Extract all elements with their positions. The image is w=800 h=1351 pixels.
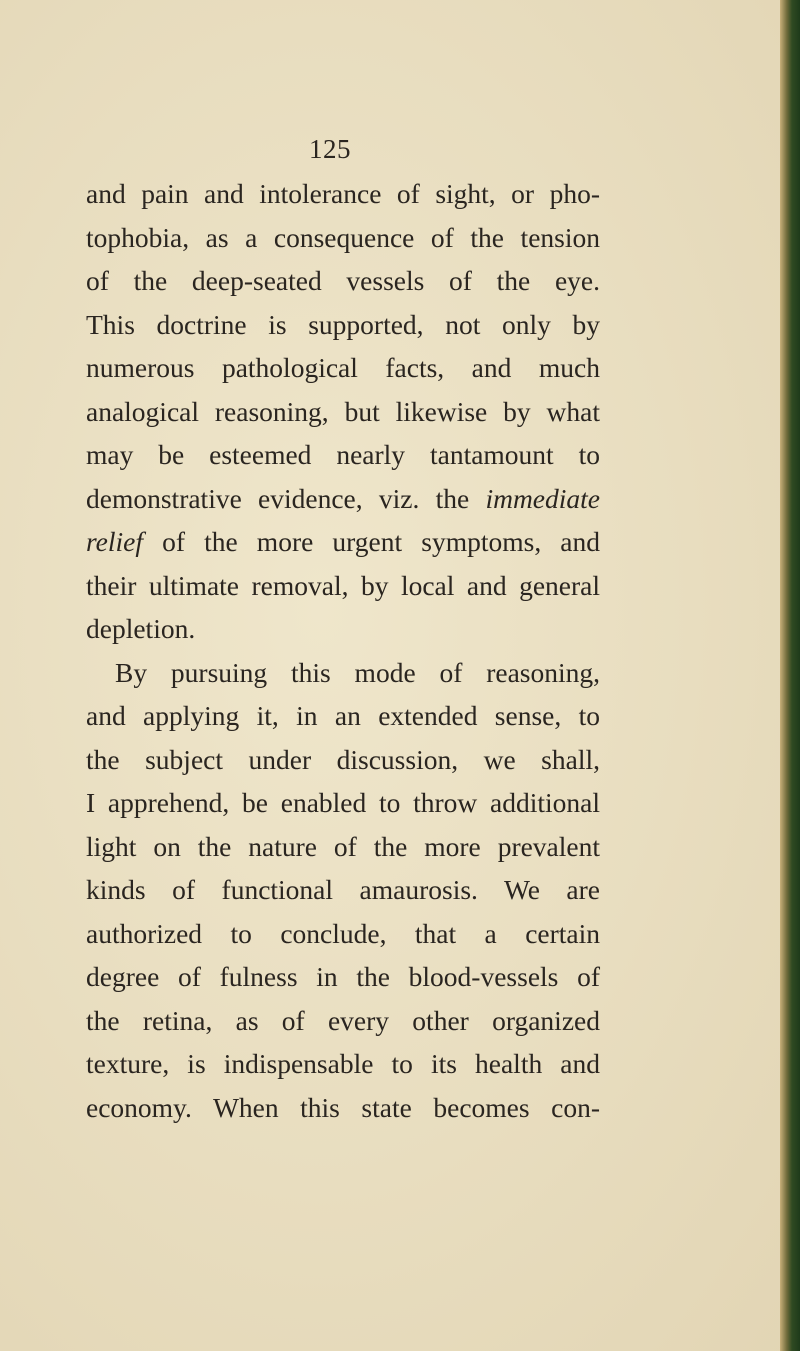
emphasis-relief: relief bbox=[86, 526, 144, 557]
text-line-with-emphasis bbox=[86, 520, 600, 564]
text-line: authorized to conclude, that a certain bbox=[86, 917, 600, 949]
text-line: numerous pathological facts, and much bbox=[86, 352, 600, 383]
paragraph-start-line: By pursuing this mode of reasoning, bbox=[115, 656, 600, 688]
text-line: This doctrine is supported, not only by bbox=[86, 308, 600, 340]
page-number: 125 bbox=[309, 134, 351, 164]
text-line: the subject under discussion, we shall, bbox=[86, 743, 600, 775]
body-text bbox=[86, 172, 600, 1129]
text-line: and pain and intolerance of sight, or pho- bbox=[86, 178, 600, 209]
text-line: tophobia, as a consequence of the tension bbox=[86, 221, 600, 253]
emphasis-immediate: immediate bbox=[485, 482, 600, 514]
text-line: may be esteemed nearly tantamount to bbox=[86, 439, 600, 470]
text-fragment: of the more urgent symptoms, and bbox=[162, 526, 600, 557]
text-line: depletion. bbox=[86, 613, 196, 644]
text-line: their ultimate removal, by local and general bbox=[86, 569, 600, 601]
text-fragment: demonstrative evidence, viz. the bbox=[86, 482, 470, 514]
text-line: degree of fulness in the blood-vessels of bbox=[86, 961, 600, 992]
text-line: texture, is indispensable to its health and bbox=[86, 1048, 600, 1079]
text-line: economy. When this state becomes con- bbox=[86, 1091, 600, 1123]
text-line: light on the nature of the more prevalent bbox=[86, 830, 600, 862]
text-line: kinds of functional amaurosis. We are bbox=[86, 874, 600, 905]
page-edge-binding bbox=[780, 0, 800, 1351]
text-line: the retina, as of every other organized bbox=[86, 1004, 600, 1036]
text-line: and applying it, in an extended sense, to bbox=[86, 700, 600, 731]
text-line: analogical reasoning, but likewise by what bbox=[86, 395, 600, 427]
text-line: of the deep-seated vessels of the eye. bbox=[86, 265, 600, 296]
text-line-with-emphasis bbox=[86, 477, 600, 521]
text-line: I apprehend, be enabled to throw additional bbox=[86, 787, 600, 818]
